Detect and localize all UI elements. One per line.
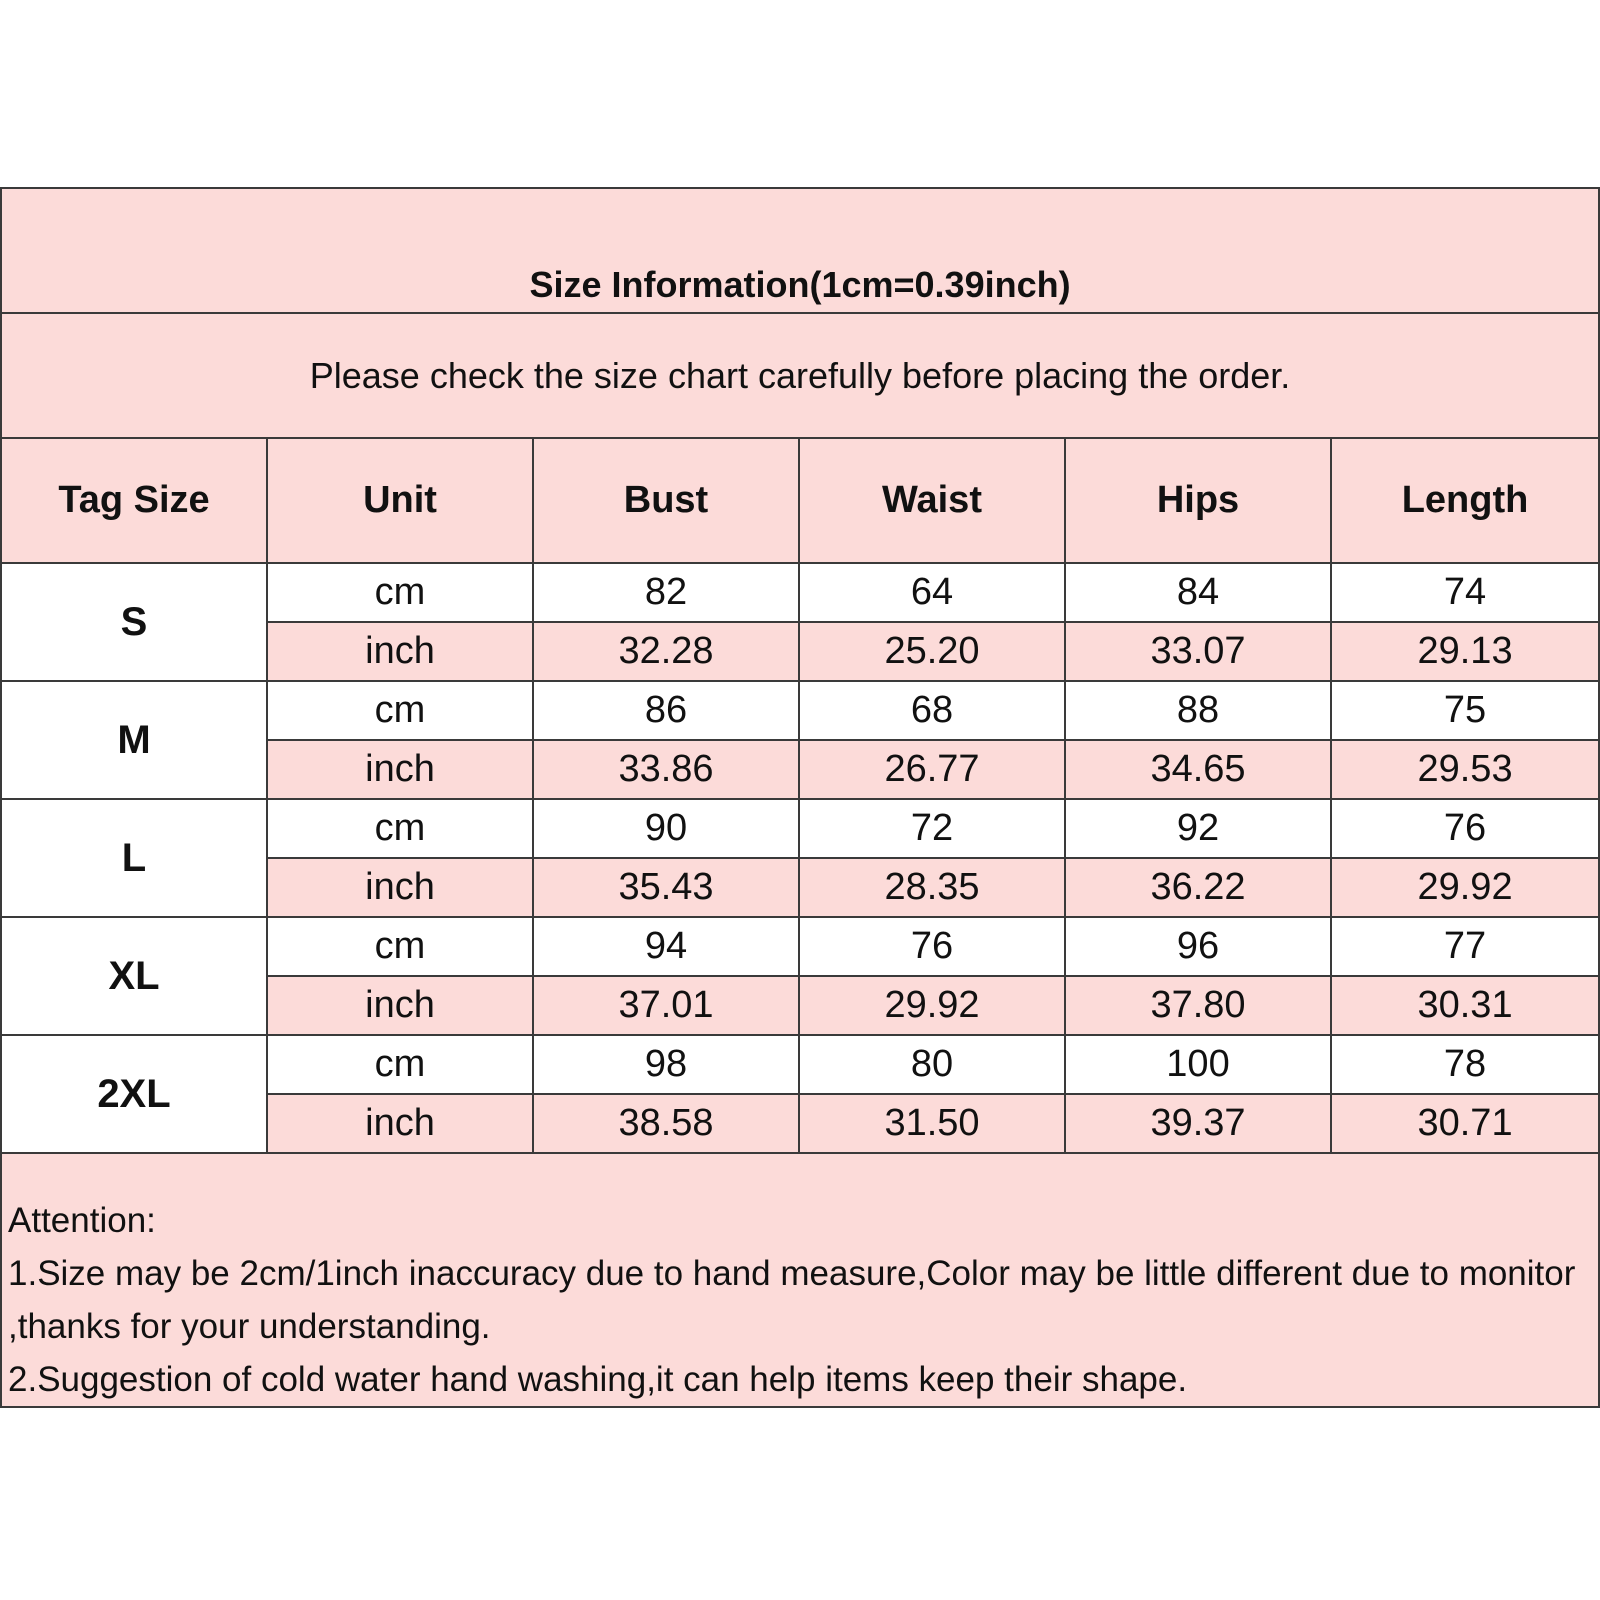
unit-cell: inch <box>267 858 533 917</box>
bust-value: 82 <box>533 563 799 622</box>
hips-value: 34.65 <box>1065 740 1331 799</box>
length-value: 74 <box>1331 563 1599 622</box>
bust-value: 86 <box>533 681 799 740</box>
bust-value: 94 <box>533 917 799 976</box>
unit-cell: inch <box>267 976 533 1035</box>
length-value: 29.13 <box>1331 622 1599 681</box>
table-row <box>1 563 1599 622</box>
unit-cell: cm <box>267 681 533 740</box>
unit-cell: cm <box>267 563 533 622</box>
bust-value: 33.86 <box>533 740 799 799</box>
attention-row <box>1 1153 1599 1407</box>
size-label: XL <box>1 917 267 1035</box>
unit-cell: inch <box>267 740 533 799</box>
hips-value: 39.37 <box>1065 1094 1331 1153</box>
waist-value: 80 <box>799 1035 1065 1094</box>
waist-value: 68 <box>799 681 1065 740</box>
size-label: 2XL <box>1 1035 267 1153</box>
header-unit: Unit <box>267 438 533 563</box>
size-chart-table <box>0 187 1600 1408</box>
length-value: 30.71 <box>1331 1094 1599 1153</box>
header-hips: Hips <box>1065 438 1331 563</box>
table-row <box>1 1035 1599 1094</box>
length-value: 29.53 <box>1331 740 1599 799</box>
waist-value: 76 <box>799 917 1065 976</box>
length-value: 75 <box>1331 681 1599 740</box>
waist-value: 28.35 <box>799 858 1065 917</box>
header-bust: Bust <box>533 438 799 563</box>
bust-value: 98 <box>533 1035 799 1094</box>
bust-value: 90 <box>533 799 799 858</box>
hips-value: 92 <box>1065 799 1331 858</box>
table-row <box>1 799 1599 858</box>
waist-value: 31.50 <box>799 1094 1065 1153</box>
bust-value: 35.43 <box>533 858 799 917</box>
waist-value: 25.20 <box>799 622 1065 681</box>
attention-notes <box>1 1153 1599 1407</box>
header-length: Length <box>1331 438 1599 563</box>
waist-value: 29.92 <box>799 976 1065 1035</box>
table-row <box>1 917 1599 976</box>
table-title: Size Information(1cm=0.39inch) <box>1 188 1599 313</box>
hips-value: 36.22 <box>1065 858 1331 917</box>
unit-cell: cm <box>267 1035 533 1094</box>
waist-value: 72 <box>799 799 1065 858</box>
waist-value: 64 <box>799 563 1065 622</box>
hips-value: 33.07 <box>1065 622 1331 681</box>
size-label: M <box>1 681 267 799</box>
table-subtitle: Please check the size chart carefully before placing the order. <box>1 313 1599 438</box>
unit-cell: cm <box>267 917 533 976</box>
waist-value: 26.77 <box>799 740 1065 799</box>
header-tag-size: Tag Size <box>1 438 267 563</box>
bust-value: 38.58 <box>533 1094 799 1153</box>
title-row <box>1 188 1599 313</box>
bust-value: 32.28 <box>533 622 799 681</box>
attention-line-2: 2.Suggestion of cold water hand washing,it can help items keep their shape. <box>8 1360 1188 1399</box>
hips-value: 100 <box>1065 1035 1331 1094</box>
unit-cell: cm <box>267 799 533 858</box>
header-row <box>1 438 1599 563</box>
attention-line-1: 1.Size may be 2cm/1inch inaccuracy due to hand measure,Color may be little different due to monitor ,thanks for your understanding. <box>8 1254 1576 1346</box>
subtitle-row <box>1 313 1599 438</box>
hips-value: 88 <box>1065 681 1331 740</box>
length-value: 76 <box>1331 799 1599 858</box>
unit-cell: inch <box>267 1094 533 1153</box>
size-label: S <box>1 563 267 681</box>
hips-value: 84 <box>1065 563 1331 622</box>
header-waist: Waist <box>799 438 1065 563</box>
length-value: 29.92 <box>1331 858 1599 917</box>
size-label: L <box>1 799 267 917</box>
length-value: 78 <box>1331 1035 1599 1094</box>
length-value: 77 <box>1331 917 1599 976</box>
hips-value: 96 <box>1065 917 1331 976</box>
table-row <box>1 681 1599 740</box>
hips-value: 37.80 <box>1065 976 1331 1035</box>
bust-value: 37.01 <box>533 976 799 1035</box>
attention-heading: Attention: <box>8 1201 156 1240</box>
unit-cell: inch <box>267 622 533 681</box>
length-value: 30.31 <box>1331 976 1599 1035</box>
